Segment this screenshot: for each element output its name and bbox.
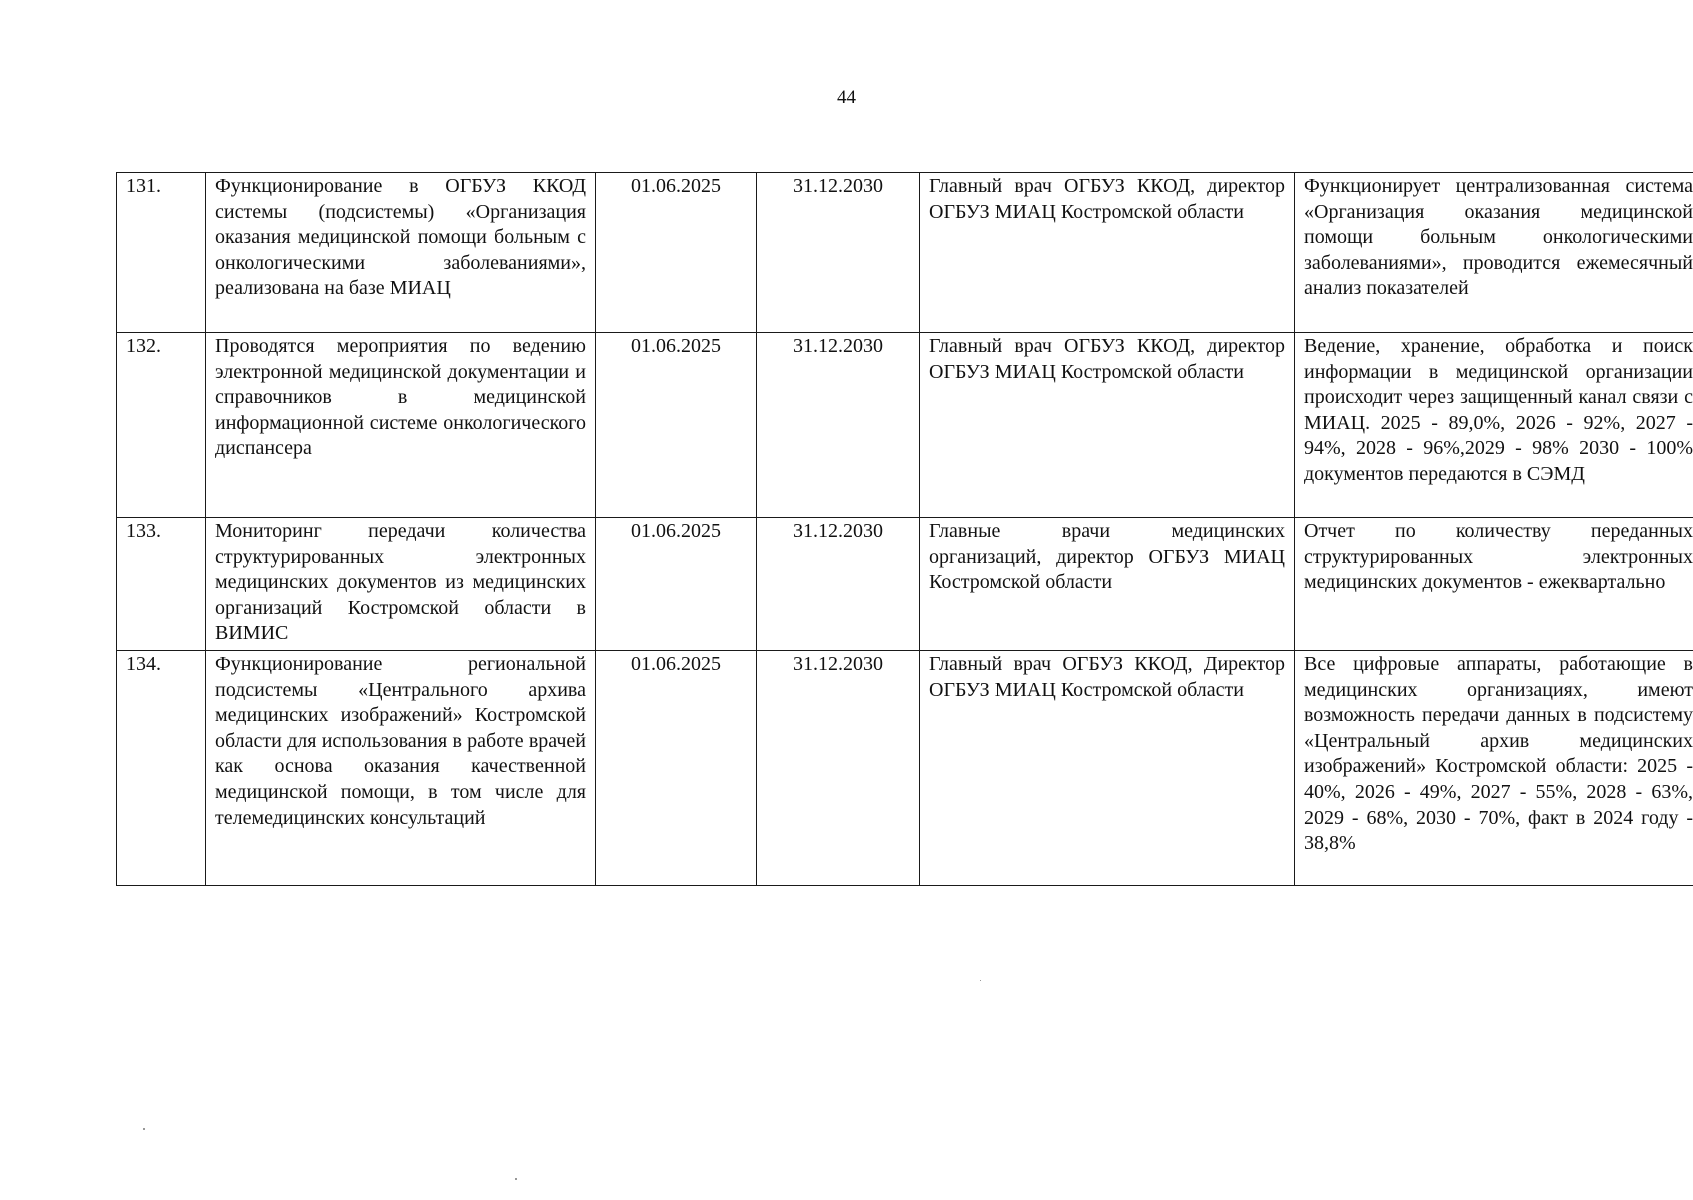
responsible-persons: Главный врач ОГБУЗ ККОД, Директор ОГБУЗ МИАЦ Костромской области <box>920 651 1295 886</box>
measures-table <box>116 172 1693 886</box>
end-date: 31.12.2030 <box>757 651 920 886</box>
table-row <box>117 518 1693 651</box>
scan-speck <box>980 980 981 981</box>
page-number: 44 <box>837 87 856 108</box>
expected-result: Функционирует централизованная система «Организация оказания медицинской помощи больным онкологическими заболеваниями», проводится ежемесячный анализ показателей <box>1295 173 1693 333</box>
event-description: Мониторинг передачи количества структурированных электронных медицинских документов из медицинских организаций Костромской области в ВИМИС <box>206 518 596 651</box>
responsible-persons: Главный врач ОГБУЗ ККОД, директор ОГБУЗ МИАЦ Костромской области <box>920 333 1295 518</box>
event-description: Проводятся мероприятия по ведению электронной медицинской документации и справочников в медицинской информационной системе онкологического диспансера <box>206 333 596 518</box>
row-number: 134. <box>117 651 206 886</box>
expected-result: Все цифровые аппараты, работающие в медицинских организациях, имеют возможность передачи данных в подсистему «Центральный архив медицинских изображений» Костромской области: 2025 - 40%, 2026 - 49%, 2027 - 55%, 2028 - 63%, 2029 - 68%, 2030 - 70%, факт в 2024 году - 38,8% <box>1295 651 1693 886</box>
end-date: 31.12.2030 <box>757 173 920 333</box>
scan-speck <box>143 1128 145 1130</box>
table-row <box>117 333 1693 518</box>
event-description: Функционирование в ОГБУЗ ККОД системы (подсистемы) «Организация оказания медицинской помощи больным с онкологическими заболеваниями», реализована на базе МИАЦ <box>206 173 596 333</box>
table-row <box>117 651 1693 886</box>
row-number: 133. <box>117 518 206 651</box>
start-date: 01.06.2025 <box>596 651 757 886</box>
end-date: 31.12.2030 <box>757 518 920 651</box>
scan-speck <box>515 1178 517 1180</box>
start-date: 01.06.2025 <box>596 173 757 333</box>
expected-result: Отчет по количеству переданных структурированных электронных медицинских документов - ежеквартально <box>1295 518 1693 651</box>
start-date: 01.06.2025 <box>596 333 757 518</box>
responsible-persons: Главный врач ОГБУЗ ККОД, директор ОГБУЗ МИАЦ Костромской области <box>920 173 1295 333</box>
row-number: 132. <box>117 333 206 518</box>
responsible-persons: Главные врачи медицинских организаций, директор ОГБУЗ МИАЦ Костромской области <box>920 518 1295 651</box>
row-number: 131. <box>117 173 206 333</box>
table-row <box>117 173 1693 333</box>
start-date: 01.06.2025 <box>596 518 757 651</box>
end-date: 31.12.2030 <box>757 333 920 518</box>
expected-result: Ведение, хранение, обработка и поиск информации в медицинской организации происходит через защищенный канал связи с МИАЦ. 2025 - 89,0%, 2026 - 92%, 2027 - 94%, 2028 - 96%,2029 - 98% 2030 - 100% документов передаются в СЭМД <box>1295 333 1693 518</box>
event-description: Функционирование региональной подсистемы «Центрального архива медицинских изображений» Костромской области для использования в работе врачей как основа оказания качественной медицинской помощи, в том числе для телемедицинских консультаций <box>206 651 596 886</box>
